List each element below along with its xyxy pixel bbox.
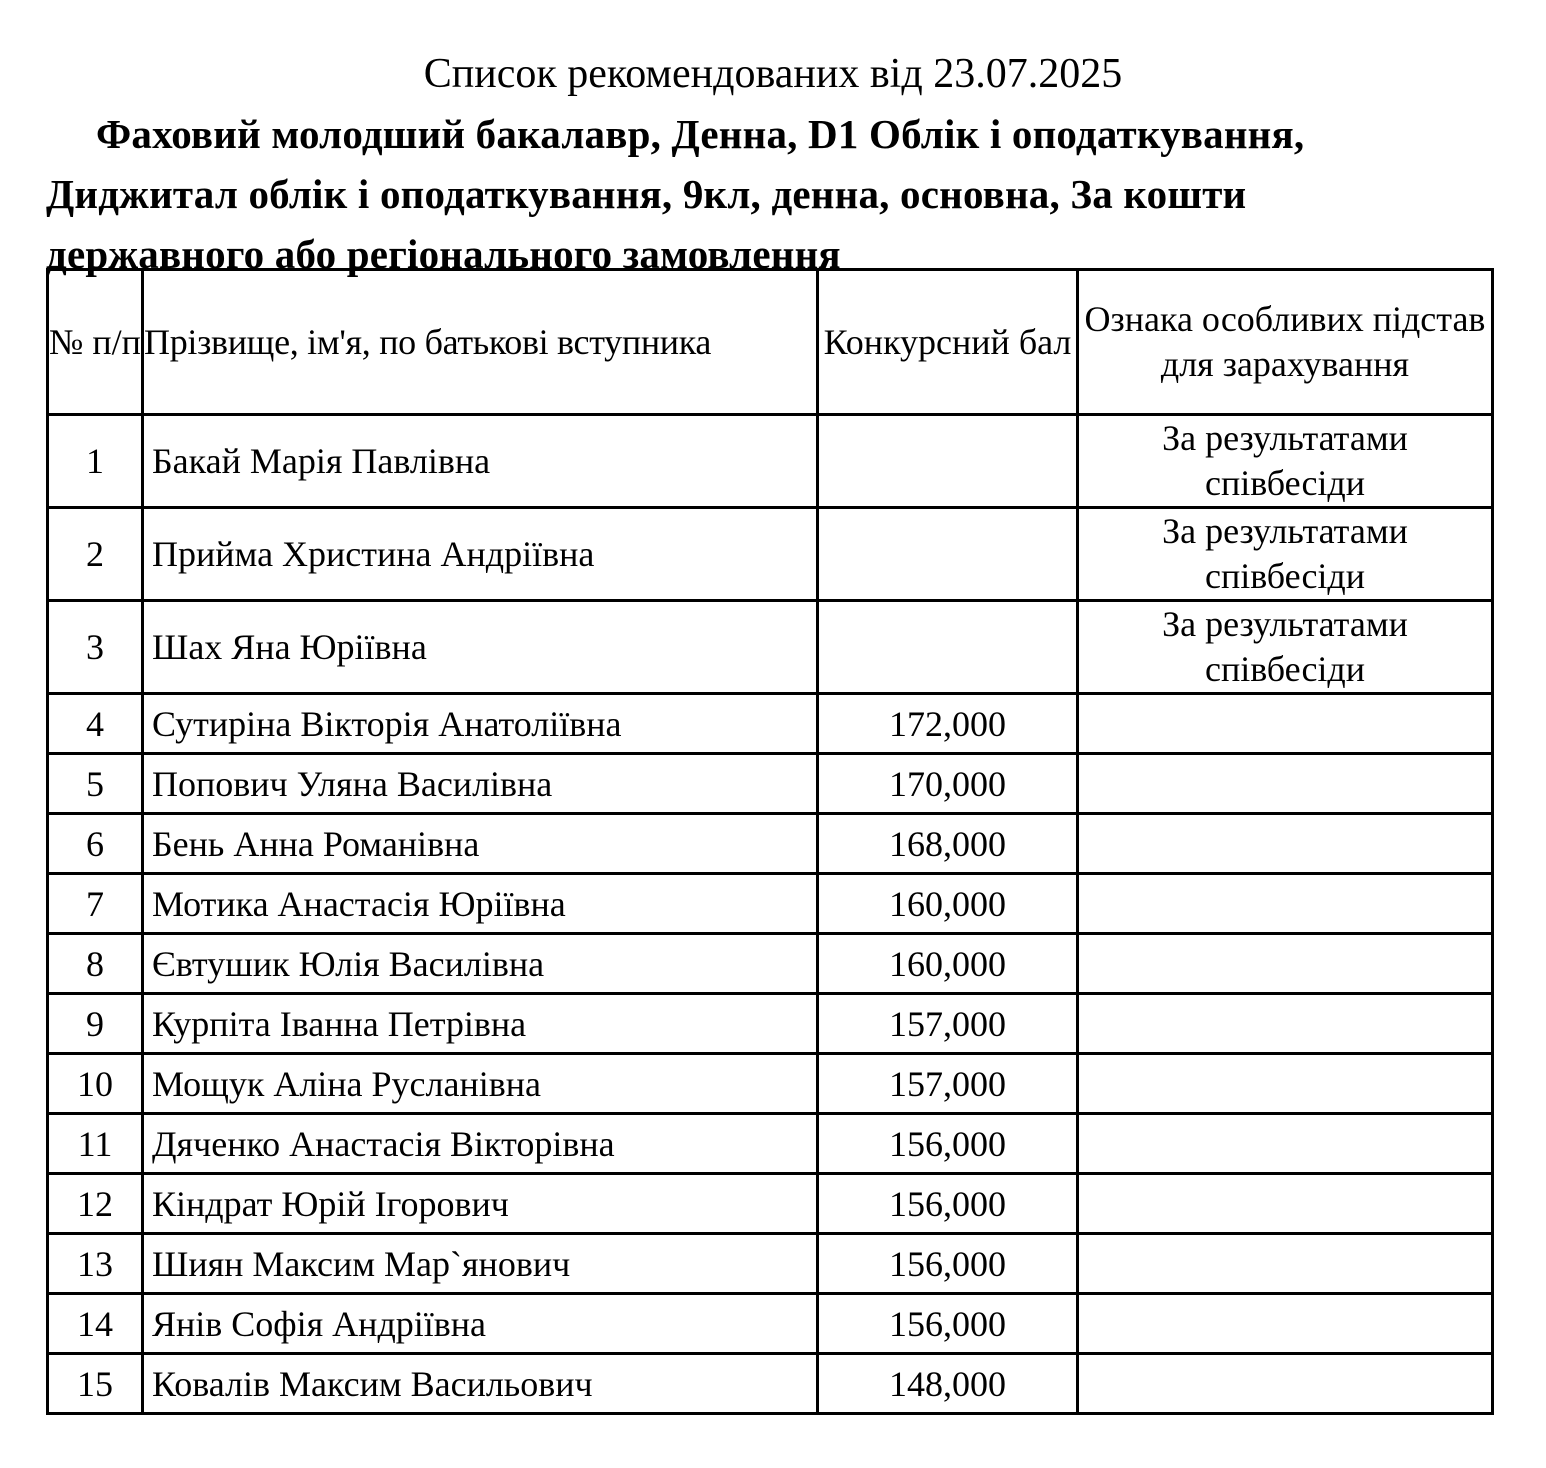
cell-note — [1078, 814, 1493, 874]
cell-score: 156,000 — [818, 1294, 1078, 1354]
cell-note — [1078, 994, 1493, 1054]
table-row — [48, 994, 1493, 1054]
cell-note: За результатами співбесіди — [1078, 508, 1493, 601]
cell-number: 1 — [48, 415, 143, 508]
cell-name: Кіндрат Юрій Ігорович — [143, 1174, 818, 1234]
cell-name: Ковалів Максим Васильович — [143, 1354, 818, 1414]
cell-name: Мощук Аліна Русланівна — [143, 1054, 818, 1114]
cell-name: Дяченко Анастасія Вікторівна — [143, 1114, 818, 1174]
cell-name: Курпіта Іванна Петрівна — [143, 994, 818, 1054]
cell-name: Сутиріна Вікторія Анатоліївна — [143, 694, 818, 754]
cell-number: 11 — [48, 1114, 143, 1174]
cell-score: 172,000 — [818, 694, 1078, 754]
document-title: Список рекомендованих від 23.07.2025 — [423, 51, 1123, 97]
cell-score: 156,000 — [818, 1114, 1078, 1174]
cell-number: 6 — [48, 814, 143, 874]
cell-note — [1078, 1294, 1493, 1354]
table-row — [48, 508, 1493, 601]
table-row — [48, 694, 1493, 754]
table-row — [48, 1174, 1493, 1234]
cell-number: 4 — [48, 694, 143, 754]
header-number: № п/п — [48, 270, 143, 415]
table-row — [48, 1234, 1493, 1294]
cell-note — [1078, 934, 1493, 994]
table-row — [48, 814, 1493, 874]
cell-name: Прийма Христина Андріївна — [143, 508, 818, 601]
table-row — [48, 1114, 1493, 1174]
cell-number: 5 — [48, 754, 143, 814]
recommended-list-table — [46, 268, 1494, 1415]
cell-note — [1078, 1354, 1493, 1414]
cell-name: Бакай Марія Павлівна — [143, 415, 818, 508]
cell-name: Попович Уляна Василівна — [143, 754, 818, 814]
cell-name: Євтушик Юлія Василівна — [143, 934, 818, 994]
cell-note — [1078, 1234, 1493, 1294]
cell-number: 13 — [48, 1234, 143, 1294]
cell-number: 10 — [48, 1054, 143, 1114]
cell-number: 14 — [48, 1294, 143, 1354]
cell-number: 8 — [48, 934, 143, 994]
cell-note: За результатами співбесіди — [1078, 601, 1493, 694]
cell-score: 157,000 — [818, 994, 1078, 1054]
cell-score: 148,000 — [818, 1354, 1078, 1414]
table-row — [48, 874, 1493, 934]
cell-number: 2 — [48, 508, 143, 601]
table-row — [48, 1054, 1493, 1114]
cell-score — [818, 601, 1078, 694]
cell-score: 156,000 — [818, 1234, 1078, 1294]
cell-number: 15 — [48, 1354, 143, 1414]
cell-score — [818, 508, 1078, 601]
document-subtitle: Фаховий молодший бакалавр, Денна, D1 Облік і оподаткування, Диджитал облік і оподаткування, 9кл, денна, основна, За кошти державного або регіонального замовлення — [46, 111, 1305, 277]
cell-score: 160,000 — [818, 934, 1078, 994]
table-row — [48, 934, 1493, 994]
cell-number: 9 — [48, 994, 143, 1054]
cell-score — [818, 415, 1078, 508]
cell-score: 157,000 — [818, 1054, 1078, 1114]
cell-score: 156,000 — [818, 1174, 1078, 1234]
cell-number: 12 — [48, 1174, 143, 1234]
cell-note — [1078, 1114, 1493, 1174]
table-row — [48, 1294, 1493, 1354]
cell-name: Мотика Анастасія Юріївна — [143, 874, 818, 934]
table-row — [48, 415, 1493, 508]
cell-number: 3 — [48, 601, 143, 694]
cell-name: Бень Анна Романівна — [143, 814, 818, 874]
table-header-row — [48, 270, 1493, 415]
cell-number: 7 — [48, 874, 143, 934]
cell-score: 168,000 — [818, 814, 1078, 874]
header-note: Ознака особливих підстав для зарахування — [1078, 270, 1493, 415]
cell-note — [1078, 754, 1493, 814]
cell-note — [1078, 1174, 1493, 1234]
cell-score: 160,000 — [818, 874, 1078, 934]
cell-name: Шах Яна Юріївна — [143, 601, 818, 694]
cell-note — [1078, 694, 1493, 754]
cell-name: Шиян Максим Мар`янович — [143, 1234, 818, 1294]
cell-note — [1078, 874, 1493, 934]
table-row — [48, 601, 1493, 694]
header-name: Прізвище, ім'я, по батькові вступника — [143, 270, 818, 415]
table-row — [48, 1354, 1493, 1414]
cell-name: Янів Софія Андріївна — [143, 1294, 818, 1354]
table-row — [48, 754, 1493, 814]
header-score: Конкурсний бал — [818, 270, 1078, 415]
cell-note — [1078, 1054, 1493, 1114]
cell-note: За результатами співбесіди — [1078, 415, 1493, 508]
cell-score: 170,000 — [818, 754, 1078, 814]
